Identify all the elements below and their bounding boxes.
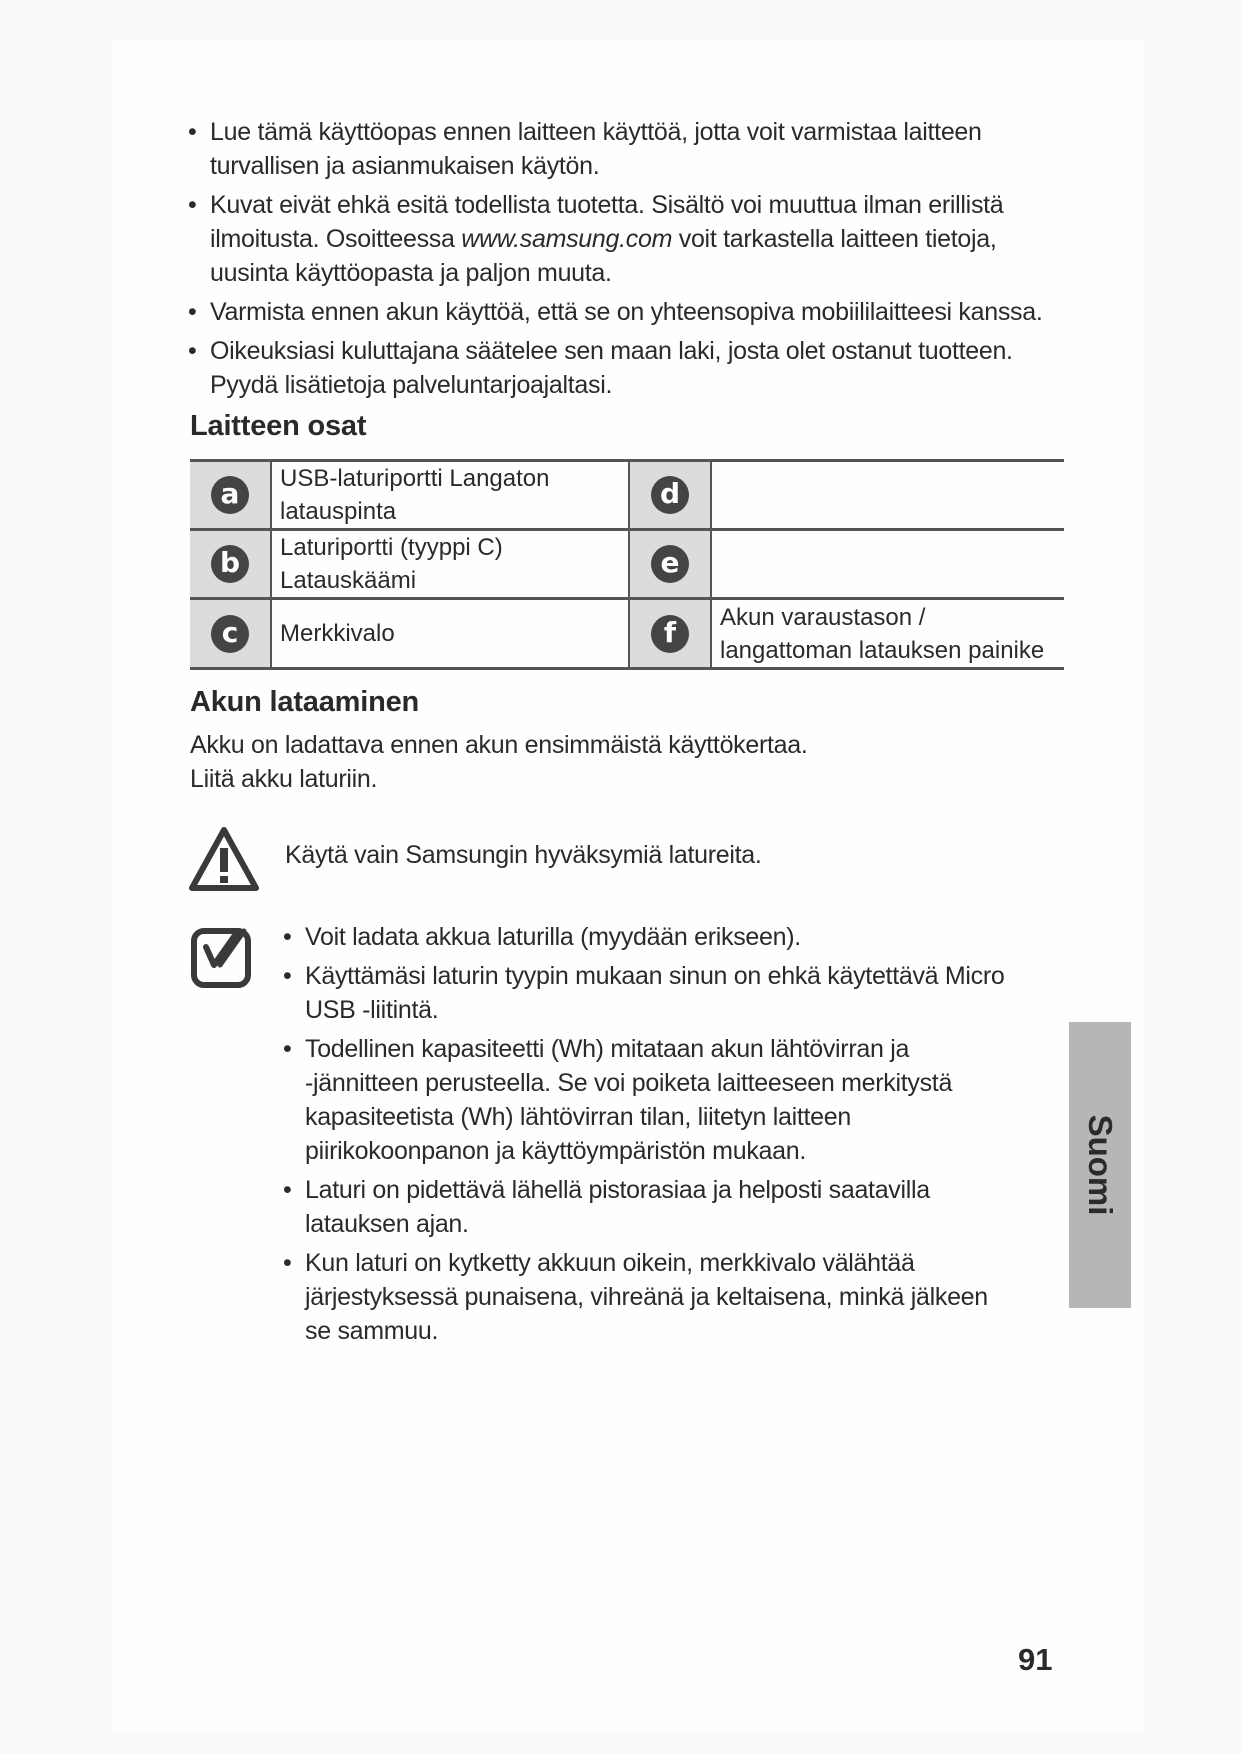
parts-heading: Laitteen osat [190,410,367,442]
list-item: • Kun laturi on kytketty akkuun oikein, merkkivalo välähtää järjestyksessä punaisena, vihreänä ja keltaisena, minkä jälkeen se sammuu. [283,1246,1043,1348]
part-d-label [711,461,1064,530]
part-f-label: Akun varaustason / langattoman latauksen painike [711,599,1064,669]
letter-b-icon: b [211,545,249,583]
part-c-label: Merkkivalo [271,599,629,669]
charging-paragraph: Akku on ladattava ennen akun ensimmäistä käyttökertaa. Liitä akku laturiin. [190,731,808,793]
letter-a-icon: a [211,476,249,514]
list-item: • Voit ladata akkua laturilla (myydään erikseen). [283,920,1043,954]
list-item: • Lue tämä käyttöopas ennen laitteen käyttöä, jotta voit varmistaa laitteen turvallisen ja asianmukaisen käytön. [188,115,1068,183]
samsung-url-link[interactable]: www.samsung.com [461,225,673,253]
letter-e-icon: e [651,545,689,583]
list-item: • Todellinen kapasiteetti (Wh) mitataan akun lähtövirran ja -jännitteen perusteella. Se voi poiketa laitteeseen merkitystä kapasiteetista (Wh) lähtövirran tilan, liitetyn laitteen piirikokoonpanon ja käyttöympäristön mukaan. [283,1032,1043,1168]
page-number: 91 [1018,1642,1053,1677]
table-row [190,461,1064,530]
list-item: • Laturi on pidettävä lähellä pistorasiaa ja helposti saatavilla latauksen ajan. [283,1173,1043,1241]
letter-f-icon: f [651,615,689,653]
table-row [190,599,1064,669]
parts-table [190,459,1064,670]
part-b-label: Laturiportti (tyyppi C) Latauskäämi [271,530,629,599]
warning-text: Käytä vain Samsungin hyväksymiä latureita. [285,841,762,869]
part-a-cell [190,461,271,530]
side-tab-label: Suomi [1082,1114,1119,1216]
part-b-cell [190,530,271,599]
part-e-label [711,530,1064,599]
intro-bullet-list [188,115,1068,407]
part-a-label: USB-laturiportti Langaton latauspinta [271,461,629,530]
part-d-cell [629,461,711,530]
note-bullet-list [283,920,1043,1353]
part-e-cell [629,530,711,599]
part-c-cell [190,599,271,669]
warning-triangle-icon [188,826,260,892]
table-row [190,530,1064,599]
list-item: • Käyttämäsi laturin tyypin mukaan sinun on ehkä käytettävä Micro USB -liitintä. [283,959,1043,1027]
note-pencil-icon [190,925,254,991]
part-f-cell [629,599,711,669]
language-side-tab [1069,1022,1131,1308]
list-item: • Oikeuksiasi kuluttajana säätelee sen maan laki, josta olet ostanut tuotteen. Pyydä lisätietoja palveluntarjoajaltasi. [188,334,1068,402]
letter-c-icon: c [211,615,249,653]
letter-d-icon: d [651,476,689,514]
list-item: • Varmista ennen akun käyttöä, että se on yhteensopiva mobiililaitteesi kanssa. [188,295,1068,329]
charging-heading: Akun lataaminen [190,686,420,718]
list-item: • Kuvat eivät ehkä esitä todellista tuotetta. Sisältö voi muuttua ilman erillistä ilmoitusta. Osoitteessa www.samsung.com voit tarkastella laitteen tietoja, uusinta käyttöopasta ja paljon muuta. [188,188,1068,290]
